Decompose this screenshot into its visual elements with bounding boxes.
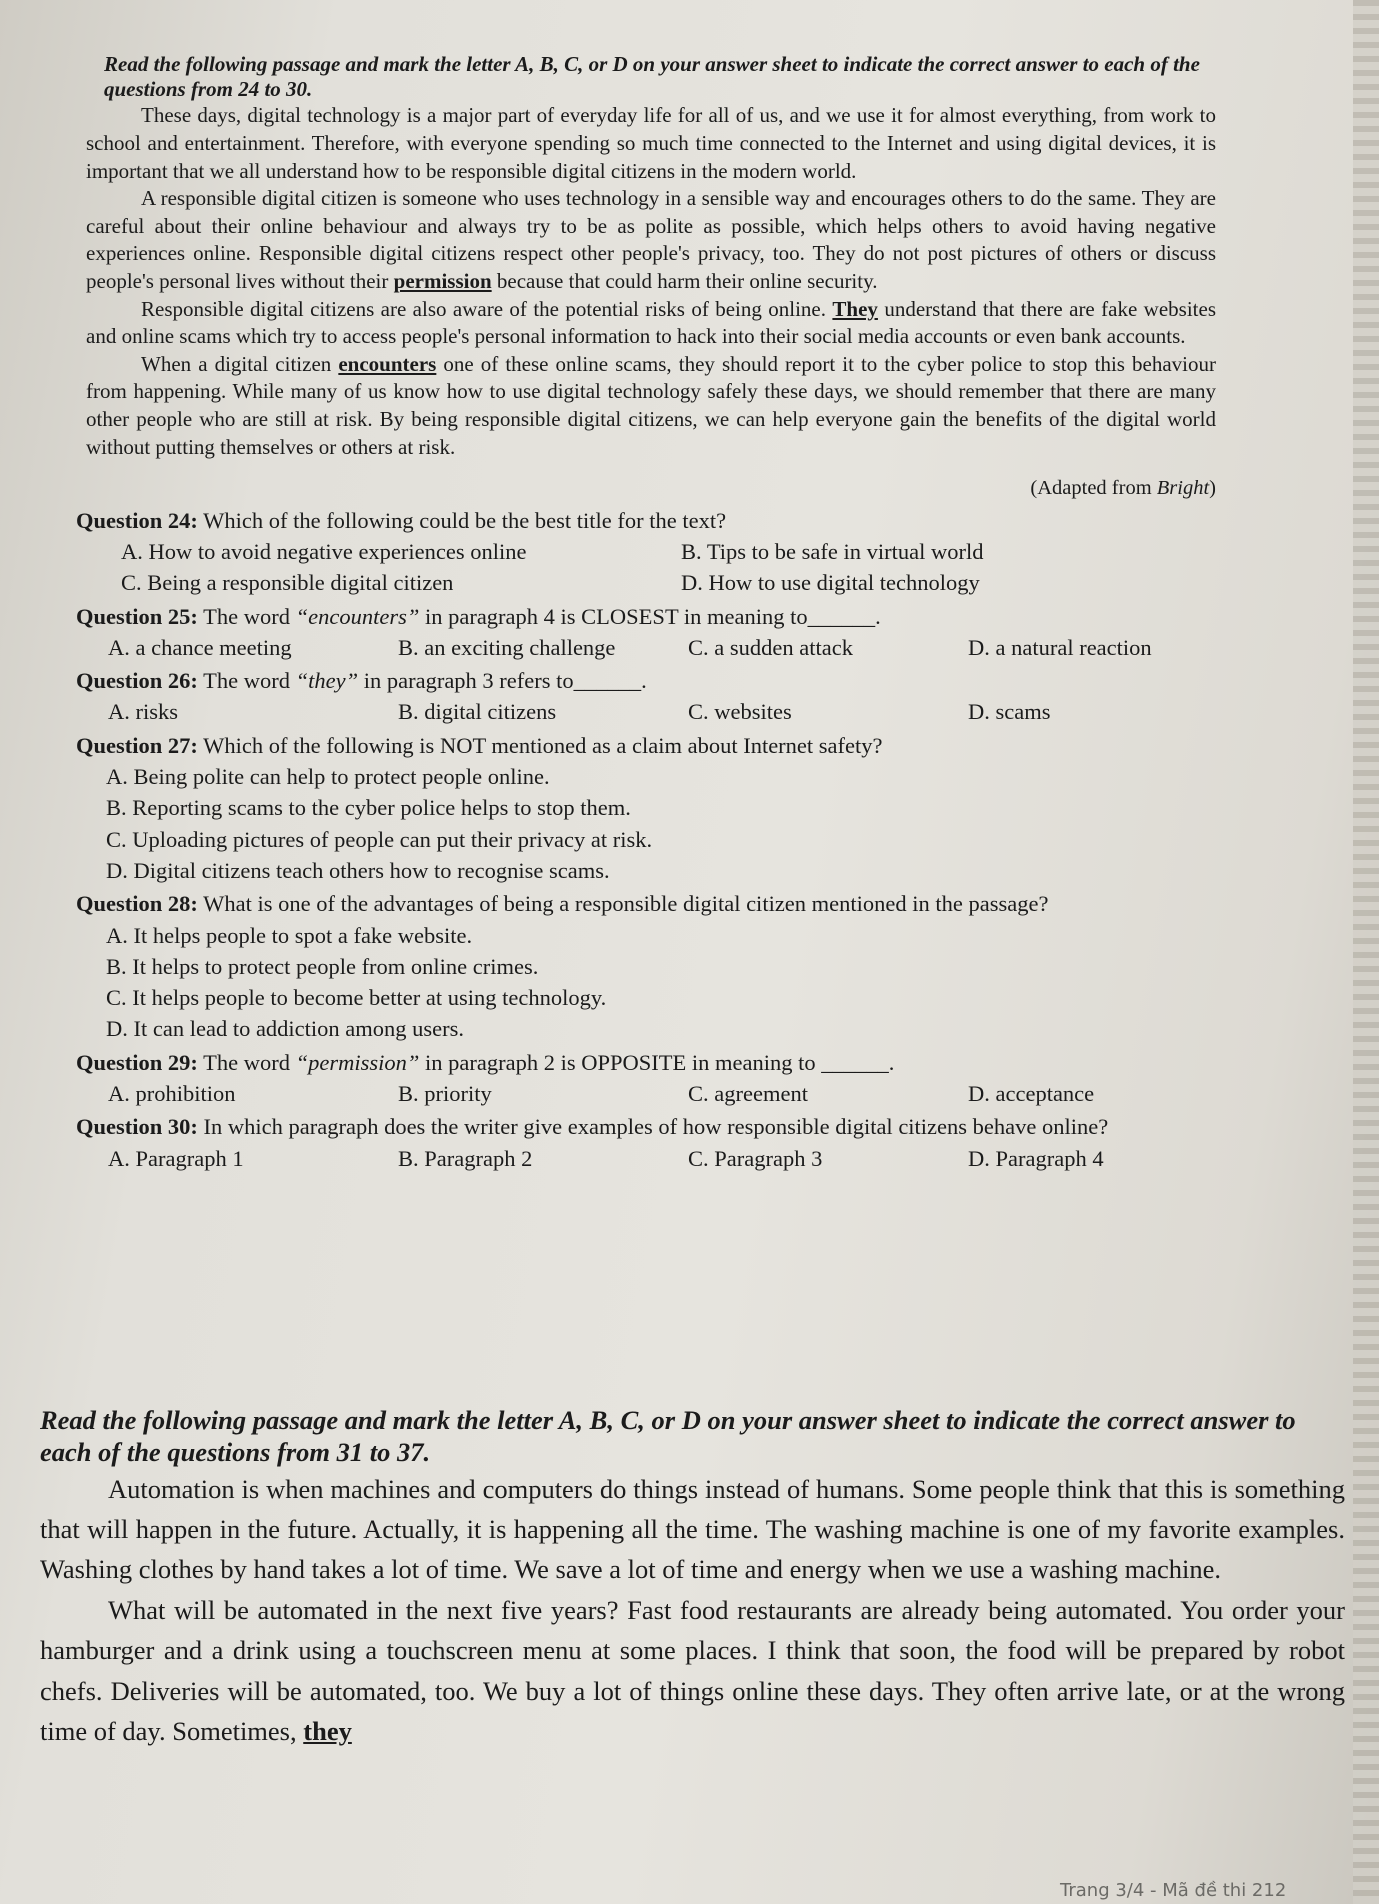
options-29 <box>108 1078 1216 1109</box>
options-27 <box>106 761 1216 886</box>
option-26-d: D. scams <box>968 699 1051 725</box>
question-28: Question 28: What is one of the advantages of being a responsible digital citizen mentioned in the passage? A. It helps people to spot a fake website. B. It helps to protect people from online crimes. C. It helps people to become better at using technology. D. It can lead to addiction among users. <box>86 888 1216 1044</box>
automation-paragraph-1: Automation is when machines and computers do things instead of humans. Some people think that this is something that will happen in the future. Actually, it is happening all the time. The washing machine is one of my favorite examples. Washing clothes by hand takes a lot of time. We save a lot of time and energy when we use a washing machine. <box>40 1473 1345 1585</box>
question-27: Question 27: Which of the following is NOT mentioned as a claim about Internet safety? A. Being polite can help to protect people online. B. Reporting scams to the cyber police helps to stop them. C. Uploading pictures of people can put their privacy at risk. D. Digital citizens teach others how to recognise scams. <box>86 730 1216 886</box>
paragraph-2: A responsible digital citizen is someone who uses technology in a sensible way and encourages others to do the same. They are careful about their online behaviour and always try to be as polite as possible, which helps others to avoid having negative experiences online. Responsible digital citizens respect other people's privacy, too. They do not post pictures of others or discuss people's personal lives without their permission because that could harm their online security. <box>86 186 1216 293</box>
option-25-b: B. an exciting challenge <box>398 634 616 660</box>
page-edge <box>1353 0 1379 1904</box>
options-26 <box>108 696 1216 727</box>
section-24-30 <box>76 52 1217 1174</box>
option-29-b: B. priority <box>398 1081 492 1107</box>
page-footer: Trang 3/4 - Mã đề thi 212 <box>1060 1880 1287 1901</box>
options-24 <box>121 536 1216 599</box>
question-29: Question 29: The word “permission” in paragraph 2 is OPPOSITE in meaning to ______. A. prohibition B. priority C. agreement D. acceptance <box>86 1047 1216 1110</box>
option-29-c: C. agreement <box>688 1081 808 1107</box>
option-28-a: A. It helps people to spot a fake website. <box>106 922 473 948</box>
option-27-a: A. Being polite can help to protect people online. <box>106 764 550 790</box>
option-25-a: A. a chance meeting <box>108 634 292 660</box>
option-30-a: A. Paragraph 1 <box>108 1145 244 1171</box>
underlined-they: They <box>832 296 878 321</box>
option-24-a: A. How to avoid negative experiences online <box>121 538 527 564</box>
options-30 <box>108 1143 1216 1174</box>
option-26-a: A. risks <box>108 699 179 725</box>
option-30-b: B. Paragraph 2 <box>398 1145 533 1171</box>
option-28-b: B. It helps to protect people from online crimes. <box>106 953 539 979</box>
question-25: Question 25: The word “encounters” in paragraph 4 is CLOSEST in meaning to______. A. a chance meeting B. an exciting challenge C. a sudden attack D. a natural reaction <box>86 601 1216 664</box>
option-28-d: D. It can lead to addiction among users. <box>106 1016 465 1042</box>
question-30: Question 30: In which paragraph does the writer give examples of how responsible digital citizens behave online? A. Paragraph 1 B. Paragraph 2 C. Paragraph 3 D. Paragraph 4 <box>86 1111 1216 1174</box>
underlined-they-2: they <box>303 1716 352 1747</box>
option-25-c: C. a sudden attack <box>688 634 853 660</box>
option-27-b: B. Reporting scams to the cyber police helps to stop them. <box>106 795 631 821</box>
option-29-d: D. acceptance <box>968 1081 1095 1107</box>
option-24-d: D. How to use digital technology <box>681 570 980 596</box>
paragraph-1: These days, digital technology is a major part of everyday life for all of us, and we use it for almost everything, from work to school and entertainment. Therefore, with everyone spending so much time connected to the Internet and using digital devices, it is important that we all understand how to be responsible digital citizens in the modern world. <box>86 103 1216 183</box>
source-note: (Adapted from Bright) <box>1030 477 1216 500</box>
instruction-31-37: Read the following passage and mark the letter A, B, C, or D on your answer sheet to indicate the correct answer to each of the questions from 31 to 37. <box>40 1405 1296 1467</box>
option-30-c: C. Paragraph 3 <box>688 1145 823 1171</box>
options-25 <box>108 632 1216 663</box>
underlined-permission: permission <box>393 268 492 293</box>
option-27-d: D. Digital citizens teach others how to recognise scams. <box>106 857 610 883</box>
options-28 <box>106 920 1216 1045</box>
question-26: Question 26: The word “they” in paragraph 3 refers to______. A. risks B. digital citizens C. websites D. scams <box>86 665 1216 728</box>
option-26-c: C. websites <box>688 699 792 725</box>
option-27-c: C. Uploading pictures of people can put their privacy at risk. <box>106 826 653 852</box>
underlined-encounters: encounters <box>338 351 437 376</box>
option-30-d: D. Paragraph 4 <box>968 1145 1104 1171</box>
paragraph-4: When a digital citizen encounters one of these online scams, they should report it to the cyber police to stop this behaviour from happening. While many of us know how to use digital technology safely these days, we should remember that there are many other people who are still at risk. By being responsible digital citizens, we can help everyone gain the benefits of the digital world without putting themselves or others at risk. <box>86 351 1216 459</box>
option-26-b: B. digital citizens <box>398 699 557 725</box>
option-28-c: C. It helps people to become better at using technology. <box>106 985 607 1011</box>
option-24-b: B. Tips to be safe in virtual world <box>681 538 984 564</box>
automation-paragraph-2: What will be automated in the next five years? Fast food restaurants are already being automated. You order your hamburger and a drink using a touchscreen menu at some places. I think that soon, the food will be prepared by robot chefs. Deliveries will be automated, too. We buy a lot of things online these days. They often arrive late, or at the wrong time of day. Sometimes, they <box>40 1594 1345 1747</box>
option-24-c: C. Being a responsible digital citizen <box>121 570 454 596</box>
paragraph-3: Responsible digital citizens are also aware of the potential risks of being online. They understand that there are fake websites and online scams which try to access people's personal information to hack into their social media accounts or even bank accounts. <box>86 296 1217 349</box>
question-24: Question 24: Which of the following could be the best title for the text? A. How to avoid negative experiences online B. Tips to be safe in virtual world C. Being a responsible digital citizen D. How to use digital technology <box>86 505 1216 599</box>
option-29-a: A. prohibition <box>108 1081 236 1107</box>
instruction-24-30: Read the following passage and mark the letter A, B, C, or D on your answer sheet to indicate the correct answer to each of the questions from 24 to 30. <box>104 52 1200 102</box>
section-31-37 <box>40 1405 1345 1751</box>
option-25-d: D. a natural reaction <box>968 634 1152 660</box>
